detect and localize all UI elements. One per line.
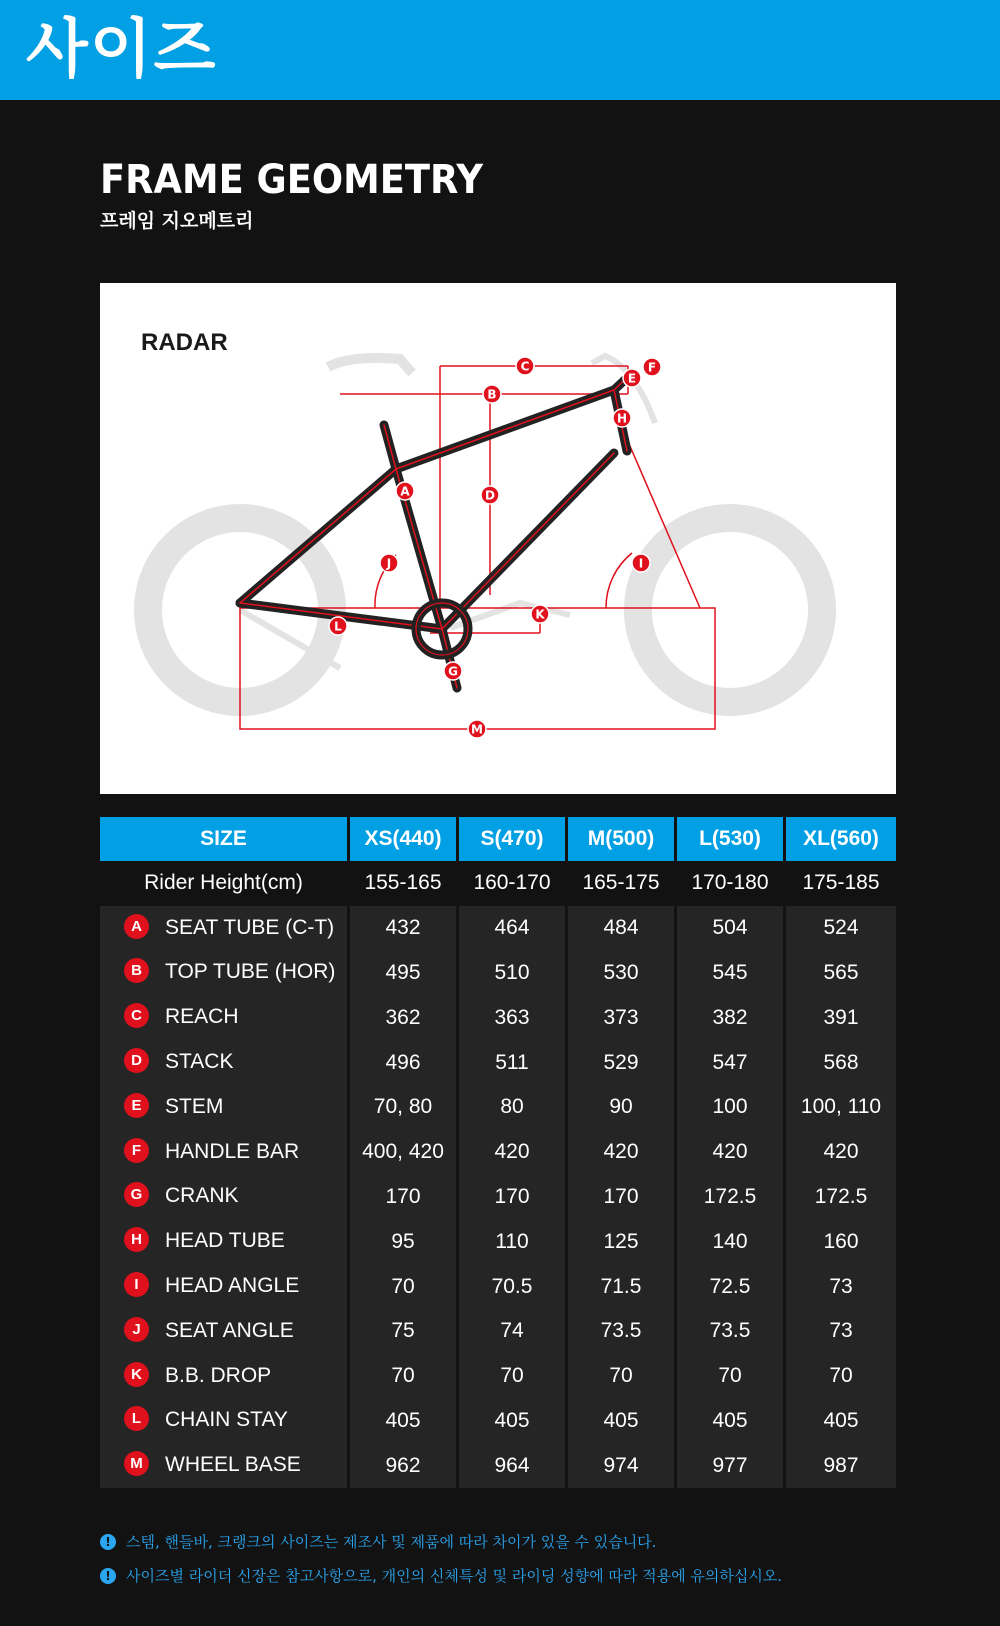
header-s: S(470)	[459, 817, 568, 861]
table-cell: 510	[459, 951, 568, 996]
note-item	[100, 1566, 782, 1586]
table-row-rider-height	[100, 861, 896, 906]
row-label	[100, 1354, 350, 1399]
note-text: 스템, 핸들바, 크랭크의 사이즈는 제조사 및 제품에 따라 차이가 있을 수 있습니다.	[126, 1533, 657, 1551]
table-cell: 363	[459, 995, 568, 1040]
table-row	[100, 1040, 896, 1085]
table-cell: 987	[786, 1443, 896, 1488]
table-row	[100, 1085, 896, 1130]
table-row	[100, 1443, 896, 1488]
table-cell: 170	[350, 1175, 459, 1220]
table-row	[100, 1309, 896, 1354]
table-row	[100, 951, 896, 996]
table-cell: 373	[568, 995, 677, 1040]
table-row	[100, 1399, 896, 1444]
letter-badge: L	[124, 1406, 149, 1431]
table-cell: 70.5	[459, 1264, 568, 1309]
table-cell: 70	[786, 1354, 896, 1399]
table-cell: 530	[568, 951, 677, 996]
row-label-text: CRANK	[165, 1184, 239, 1208]
geometry-figure	[100, 283, 896, 794]
table-cell: 565	[786, 951, 896, 996]
bike-geometry-diagram	[100, 283, 896, 794]
row-label	[100, 1219, 350, 1264]
table-cell: 155-165	[350, 861, 459, 906]
row-label-text: SEAT TUBE (C-T)	[165, 915, 335, 939]
header-l: L(530)	[677, 817, 786, 861]
table-cell: 504	[677, 906, 786, 951]
callout-letter: G	[448, 664, 458, 679]
letter-badge: C	[124, 1003, 149, 1028]
callout-letter: I	[638, 556, 644, 571]
letter-badge: E	[124, 1093, 149, 1118]
table-cell: 495	[350, 951, 459, 996]
table-cell: 977	[677, 1443, 786, 1488]
row-label	[100, 1443, 350, 1488]
row-label	[100, 1264, 350, 1309]
table-cell: 420	[677, 1130, 786, 1175]
header-m: M(500)	[568, 817, 677, 861]
callout-letter: H	[616, 411, 628, 426]
model-name: RADAR	[141, 329, 228, 356]
table-row	[100, 1354, 896, 1399]
table-cell: 95	[350, 1219, 459, 1264]
rider-height-label: Rider Height(cm)	[100, 861, 350, 906]
callout-letter: L	[334, 619, 342, 634]
table-cell: 70	[459, 1354, 568, 1399]
table-row	[100, 1264, 896, 1309]
callout-letter: D	[485, 488, 495, 503]
table-cell: 170-180	[677, 861, 786, 906]
table-cell: 484	[568, 906, 677, 951]
row-label-text: HEAD TUBE	[165, 1229, 285, 1253]
letter-badge: H	[124, 1227, 149, 1252]
callout-letter: E	[627, 371, 637, 386]
table-cell: 125	[568, 1219, 677, 1264]
row-label	[100, 1085, 350, 1130]
table-cell: 405	[350, 1399, 459, 1444]
row-label-text: CHAIN STAY	[165, 1408, 288, 1432]
table-cell: 962	[350, 1443, 459, 1488]
callout-letter: J	[386, 556, 392, 571]
table-cell: 964	[459, 1443, 568, 1488]
table-cell: 100	[677, 1085, 786, 1130]
table-cell: 165-175	[568, 861, 677, 906]
row-label-text: STEM	[165, 1094, 224, 1118]
row-label	[100, 1040, 350, 1085]
letter-badge: I	[124, 1272, 149, 1297]
table-cell: 100, 110	[786, 1085, 896, 1130]
row-label	[100, 1399, 350, 1444]
table-cell: 362	[350, 995, 459, 1040]
callout-letter: K	[535, 607, 545, 622]
table-cell: 432	[350, 906, 459, 951]
table-cell: 73.5	[677, 1309, 786, 1354]
header-xs: XS(440)	[350, 817, 459, 861]
letter-badge: J	[124, 1317, 149, 1342]
table-cell: 70, 80	[350, 1085, 459, 1130]
geometry-table	[100, 817, 896, 1488]
letter-badge: B	[124, 958, 149, 983]
table-header-row	[100, 817, 896, 861]
table-cell: 400, 420	[350, 1130, 459, 1175]
table-cell: 405	[786, 1399, 896, 1444]
callout-letter: F	[647, 360, 657, 375]
row-label-text: HEAD ANGLE	[165, 1274, 300, 1298]
table-cell: 382	[677, 995, 786, 1040]
table-cell: 524	[786, 906, 896, 951]
table-cell: 405	[459, 1399, 568, 1444]
table-cell: 90	[568, 1085, 677, 1130]
letter-badge: G	[124, 1182, 149, 1207]
table-cell: 496	[350, 1040, 459, 1085]
table-cell: 80	[459, 1085, 568, 1130]
table-cell: 160	[786, 1219, 896, 1264]
letter-badge: K	[124, 1362, 149, 1387]
row-label-text: B.B. DROP	[165, 1363, 272, 1387]
table-row	[100, 995, 896, 1040]
table-row	[100, 1130, 896, 1175]
table-cell: 172.5	[677, 1175, 786, 1220]
table-row	[100, 1219, 896, 1264]
table-cell: 175-185	[786, 861, 896, 906]
table-cell: 170	[459, 1175, 568, 1220]
table-cell: 74	[459, 1309, 568, 1354]
row-label-text: REACH	[165, 1005, 239, 1029]
page-title: 사이즈	[26, 13, 218, 87]
table-cell: 568	[786, 1040, 896, 1085]
table-cell: 140	[677, 1219, 786, 1264]
letter-badge: M	[124, 1451, 149, 1476]
row-label	[100, 951, 350, 996]
section-title: FRAME GEOMETRY	[100, 157, 483, 203]
table-cell: 70	[677, 1354, 786, 1399]
callout-letter: M	[471, 722, 483, 737]
table-cell: 72.5	[677, 1264, 786, 1309]
letter-badge: A	[124, 914, 149, 939]
callout-letter: B	[487, 387, 497, 402]
table-cell: 420	[786, 1130, 896, 1175]
table-cell: 420	[568, 1130, 677, 1175]
table-cell: 405	[568, 1399, 677, 1444]
exclamation-icon: !	[100, 1568, 116, 1584]
table-cell: 391	[786, 995, 896, 1040]
exclamation-icon: !	[100, 1534, 116, 1550]
row-label	[100, 1130, 350, 1175]
table-cell: 70	[568, 1354, 677, 1399]
row-label-text: SEAT ANGLE	[165, 1318, 294, 1342]
table-cell: 170	[568, 1175, 677, 1220]
letter-badge: D	[124, 1048, 149, 1073]
table-cell: 73	[786, 1309, 896, 1354]
section-subtitle: 프레임 지오메트리	[100, 210, 254, 232]
table-row	[100, 906, 896, 951]
table-cell: 464	[459, 906, 568, 951]
row-label-text: HANDLE BAR	[165, 1139, 300, 1163]
notes	[100, 1532, 782, 1600]
row-label	[100, 1175, 350, 1220]
table-cell: 545	[677, 951, 786, 996]
table-cell: 405	[677, 1399, 786, 1444]
row-label-text: TOP TUBE (HOR)	[165, 960, 336, 984]
table-cell: 420	[459, 1130, 568, 1175]
table-cell: 70	[350, 1264, 459, 1309]
table-row	[100, 1175, 896, 1220]
table-cell: 110	[459, 1219, 568, 1264]
row-label	[100, 1309, 350, 1354]
row-label-text: WHEEL BASE	[165, 1453, 301, 1477]
table-cell: 160-170	[459, 861, 568, 906]
header-bar	[0, 0, 1000, 100]
table-cell: 172.5	[786, 1175, 896, 1220]
table-cell: 529	[568, 1040, 677, 1085]
letter-badge: F	[124, 1138, 149, 1163]
header-size: SIZE	[100, 817, 350, 861]
row-label	[100, 995, 350, 1040]
callout-letter: A	[400, 484, 410, 499]
table-cell: 75	[350, 1309, 459, 1354]
callout-letter: C	[520, 359, 530, 374]
note-item	[100, 1532, 782, 1552]
row-label	[100, 906, 350, 951]
bike-silhouette	[148, 356, 822, 702]
table-cell: 71.5	[568, 1264, 677, 1309]
table-cell: 73.5	[568, 1309, 677, 1354]
table-cell: 547	[677, 1040, 786, 1085]
table-cell: 73	[786, 1264, 896, 1309]
header-xl: XL(560)	[786, 817, 896, 861]
row-label-text: STACK	[165, 1050, 234, 1074]
note-text: 사이즈별 라이더 신장은 참고사항으로, 개인의 신체특성 및 라이딩 성향에 따라 적용에 유의하십시오.	[126, 1567, 783, 1585]
table-cell: 974	[568, 1443, 677, 1488]
table-cell: 70	[350, 1354, 459, 1399]
table-cell: 511	[459, 1040, 568, 1085]
